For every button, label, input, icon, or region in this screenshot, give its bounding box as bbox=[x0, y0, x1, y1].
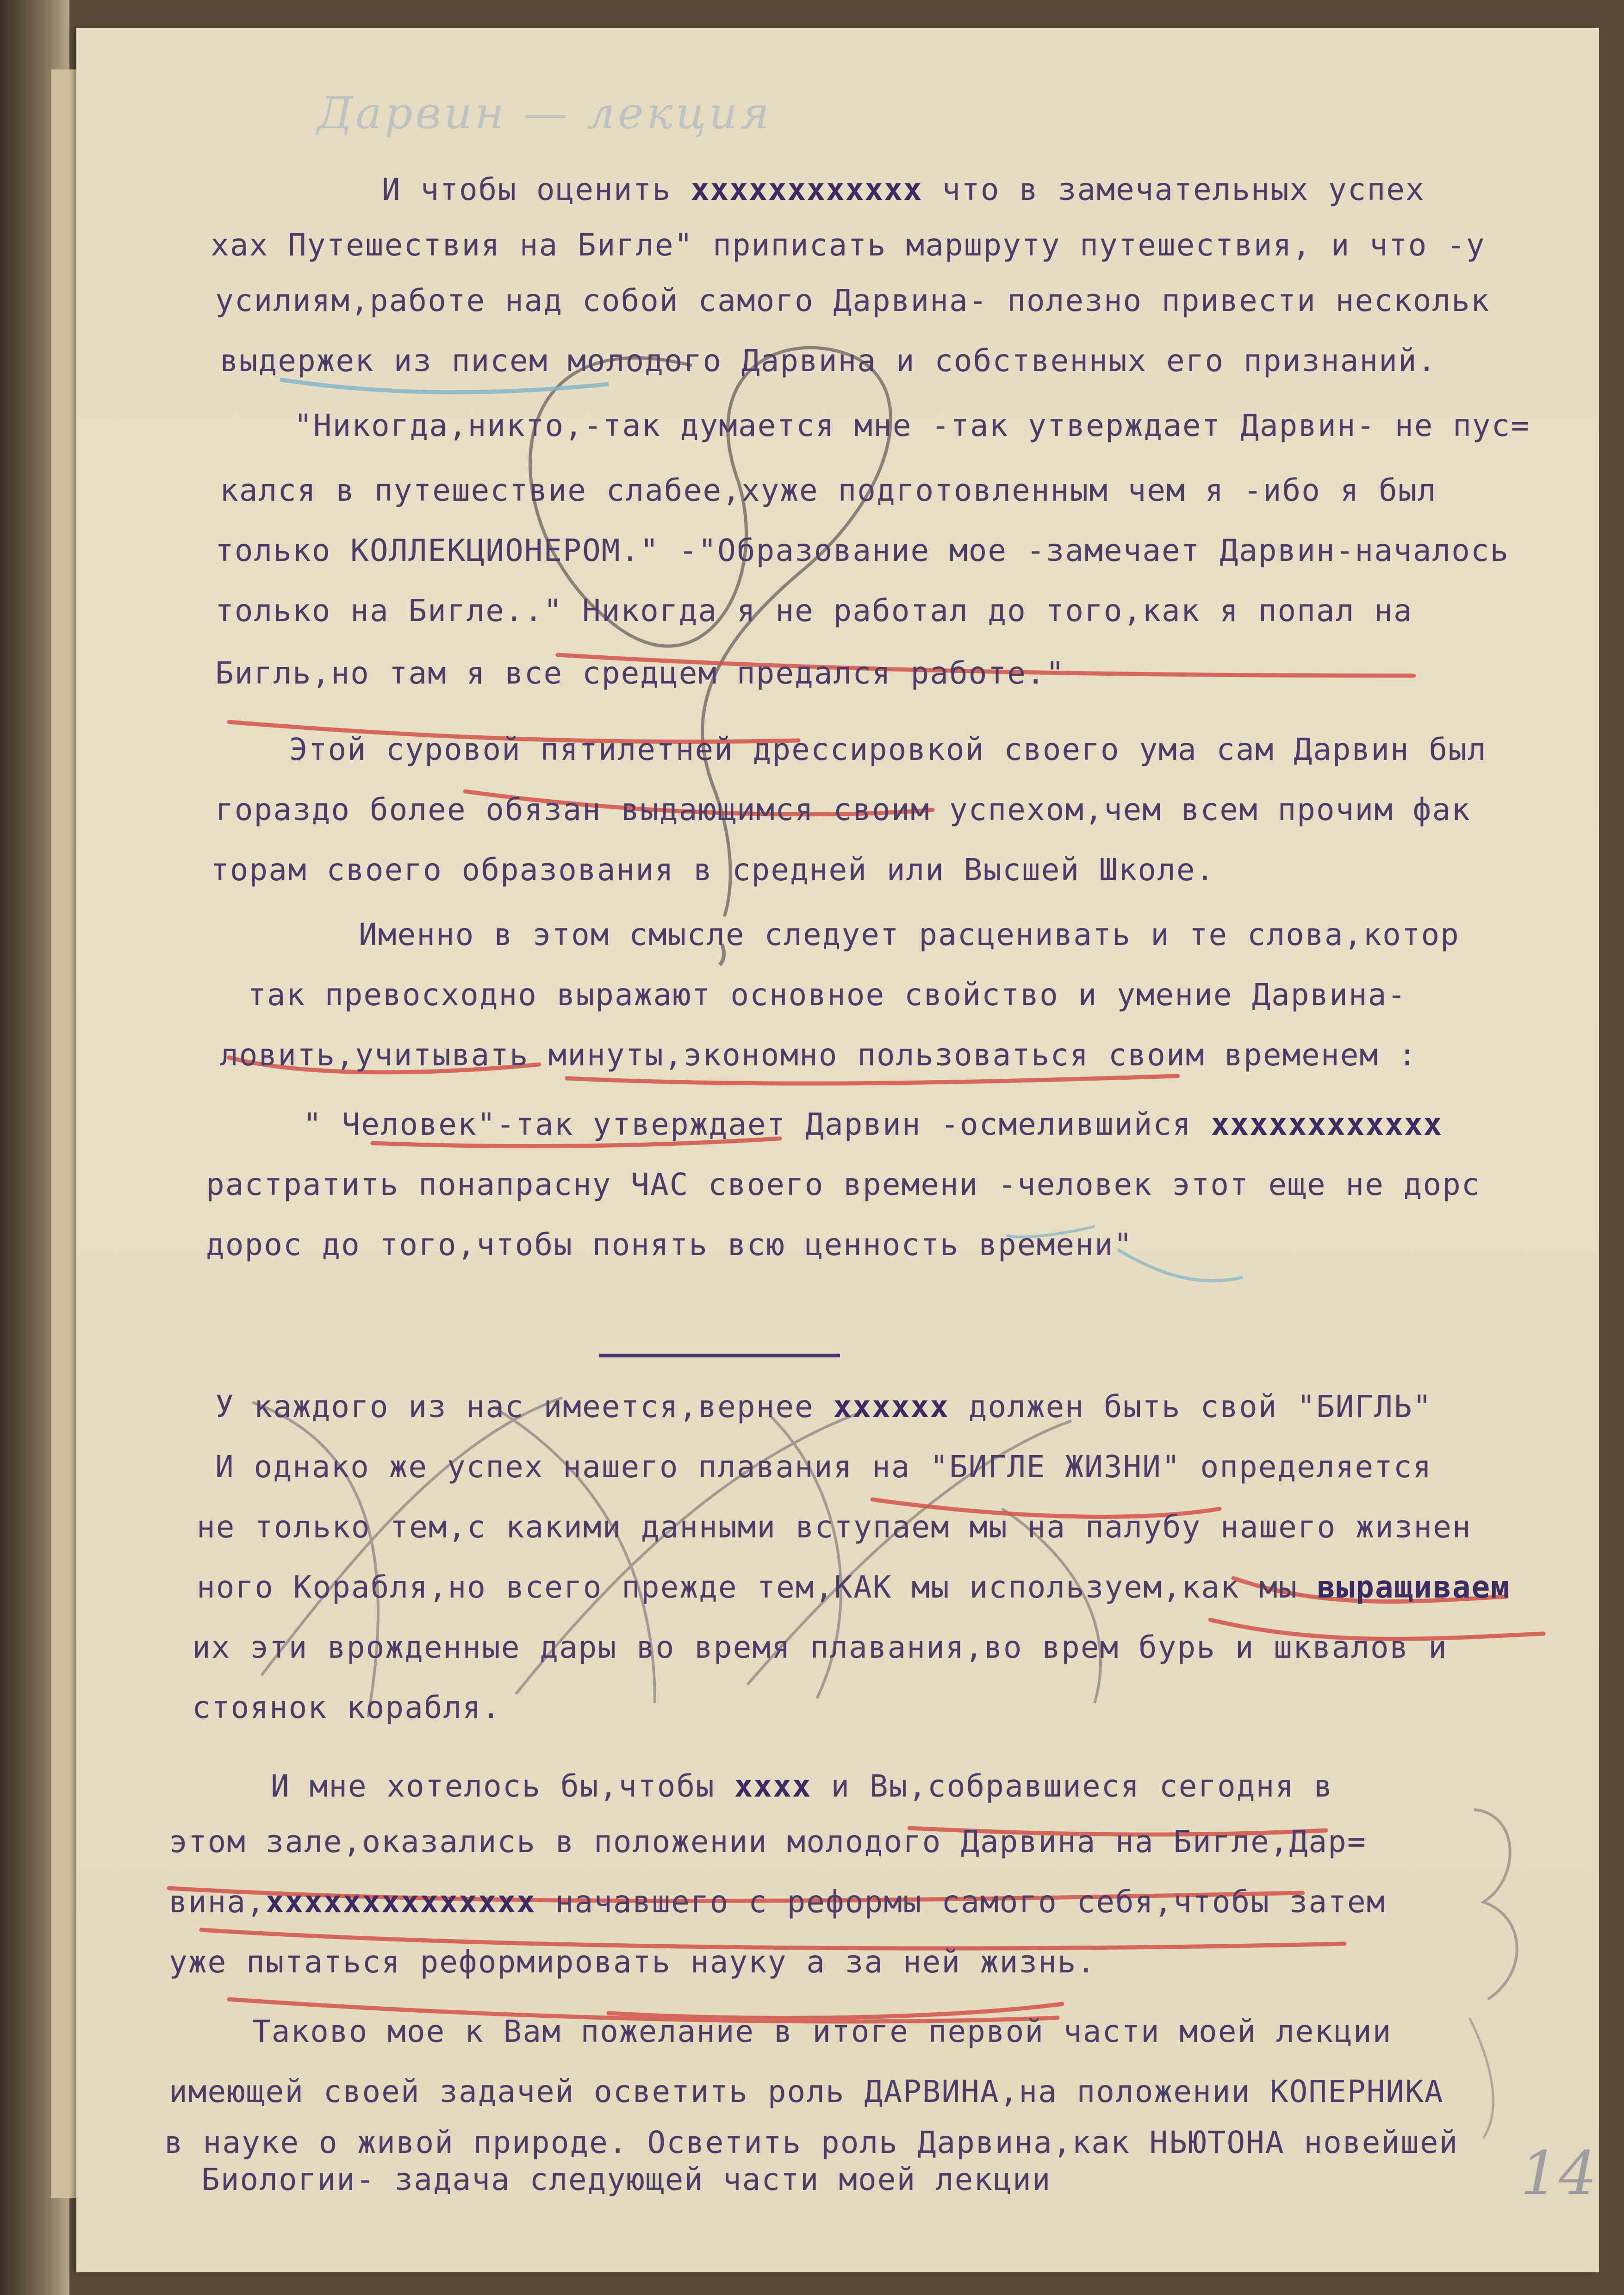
text-line: кался в путешествие слабее,хуже подготовленным чем я -ибо я был bbox=[220, 473, 1437, 508]
text-line: "Никогда,никто,-так думается мне -так утверждает Дарвин- не пус= bbox=[294, 408, 1531, 443]
text-line: вина,xxxxxxxxxxxxxx начавшего с реформы самого себя,чтобы затем bbox=[169, 1884, 1386, 1920]
text-line: уже пытаться реформировать науку а за ней жизнь. bbox=[169, 1944, 1096, 1980]
text-line: У каждого из нас имеется,вернее xxxxxx должен быть свой "БИГЛЬ" bbox=[215, 1389, 1432, 1424]
text-line: Именно в этом смысле следует расценивать и те слова,котор bbox=[359, 917, 1460, 952]
text-line: гораздо более обязан выдающимся своим успехом,чем всем прочим фак bbox=[215, 792, 1471, 827]
struck-out-text: xxxxxxxxxxxx bbox=[1211, 1107, 1443, 1142]
text-line: И чтобы оценить xxxxxxxxxxxx что в замечательных успех bbox=[382, 172, 1425, 207]
text-line: Таково мое к Вам пожелание в итоге первой части моей лекции bbox=[252, 2014, 1392, 2049]
text-line: Бигль,но там я все средцем предался работе." bbox=[215, 655, 1065, 691]
text-line: этом зале,оказались в положении молодого Дарвина на Бигле,Дар= bbox=[169, 1824, 1367, 1860]
struck-out-text: выращиваем bbox=[1317, 1569, 1511, 1605]
text-line: дорос до того,чтобы понять всю ценность времени" bbox=[206, 1227, 1133, 1263]
typewritten-page bbox=[76, 28, 1599, 2272]
text-line: только КОЛЛЕКЦИОНЕРОМ." -"Образование мое -замечает Дарвин-началось bbox=[215, 533, 1510, 568]
struck-out-text: xxxxxxxxxxxxxx bbox=[265, 1884, 536, 1920]
text-line: " Человек"-так утверждает Дарвин -осмелившийся xxxxxxxxxxxx bbox=[303, 1107, 1443, 1142]
section-divider bbox=[599, 1354, 840, 1357]
text-line: Биологии- задача следующей части моей лекции bbox=[201, 2162, 1052, 2197]
text-line: только на Бигле.." Никогда я не работал до того,как я попал на bbox=[215, 593, 1413, 628]
text-line: И мне хотелось бы,чтобы xxxx и Вы,собравшиеся сегодня в bbox=[271, 1768, 1333, 1804]
pencil-heading: Дарвин — лекция bbox=[317, 88, 772, 139]
text-line: так превосходно выражают основное свойство и умение Дарвина- bbox=[248, 977, 1407, 1013]
text-line: торам своего образования в средней или Высшей Школе. bbox=[211, 852, 1215, 888]
text-line: стоянок корабля. bbox=[192, 1690, 501, 1725]
text-line: их эти врожденные дары во время плавания,во врем бурь и шквалов и bbox=[192, 1630, 1448, 1665]
text-line: усилиям,работе над собой самого Дарвина- полезно привести нескольк bbox=[215, 283, 1490, 318]
text-line: имеющей своей задачей осветить роль ДАРВИНА,на положении КОПЕРНИКА bbox=[169, 2074, 1444, 2109]
text-line: ловить,учитывать минуты,экономно пользоваться своим временем : bbox=[220, 1037, 1418, 1073]
page-edge bbox=[51, 69, 80, 2198]
page-number: 14 bbox=[1520, 2138, 1597, 2208]
text-line: растратить понапрасну ЧАС своего времени -человек этот еще не дорс bbox=[206, 1167, 1481, 1202]
struck-out-text: xxxxxxxxxxxx bbox=[691, 172, 923, 207]
text-line: хах Путешествия на Бигле" приписать маршруту путешествия, и что -у bbox=[211, 227, 1486, 263]
text-line: в науке о живой природе. Осветить роль Дарвина,как НЬЮТОНА новейшей bbox=[164, 2125, 1459, 2160]
struck-out-text: xxxxxx bbox=[833, 1389, 949, 1424]
text-line: ного Корабля,но всего прежде тем,КАК мы используем,как мы выращиваем bbox=[197, 1569, 1511, 1605]
text-line: Этой суровой пятилетней дрессировкой своего ума сам Дарвин был bbox=[289, 732, 1487, 767]
struck-out-text: xxxx bbox=[734, 1768, 812, 1804]
text-line: выдержек из писем молодого Дарвина и собственных его признаний. bbox=[220, 343, 1437, 379]
text-line: не только тем,с какими данными вступаем мы на палубу нашего жизнен bbox=[197, 1509, 1472, 1545]
body-text bbox=[76, 28, 1599, 2272]
text-line: И однако же успех нашего плавания на "БИГЛЕ ЖИЗНИ" определяется bbox=[215, 1449, 1432, 1485]
